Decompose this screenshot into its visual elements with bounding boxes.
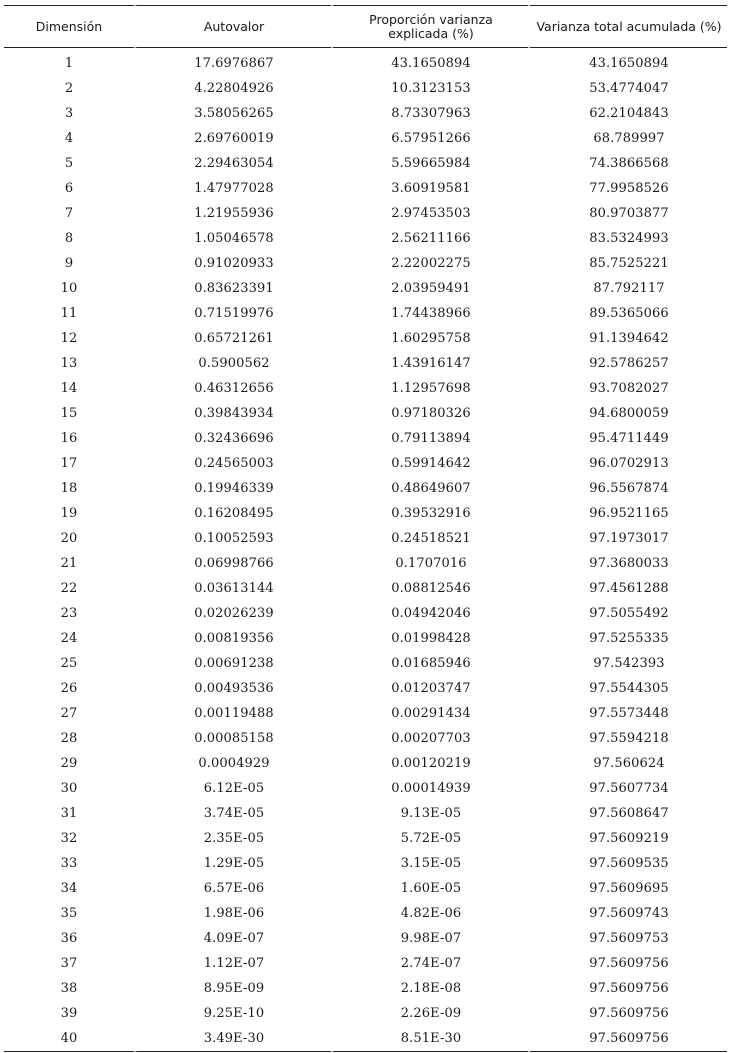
cell-dimension: 10 bbox=[60, 281, 78, 296]
cell-explained-variance: 1.43916147 bbox=[331, 351, 528, 376]
cell-cumulative-variance: 97.5573448 bbox=[528, 701, 727, 726]
cell-dimension: 18 bbox=[60, 481, 78, 496]
cell-explained-variance: 0.97180326 bbox=[331, 401, 528, 426]
cell-eigenvalue: 3.58056265 bbox=[134, 101, 331, 126]
cell-dimension: 6 bbox=[64, 181, 74, 196]
cell-dimension: 14 bbox=[60, 381, 78, 396]
cell-dimension: 32 bbox=[60, 831, 78, 846]
cell-eigenvalue: 2.29463054 bbox=[134, 151, 331, 176]
table-row bbox=[4, 201, 727, 226]
cell-explained-variance: 1.60295758 bbox=[331, 326, 528, 351]
cell-cumulative-variance: 91.1394642 bbox=[528, 326, 727, 351]
table-row bbox=[4, 451, 727, 476]
cell-explained-variance: 0.24518521 bbox=[331, 526, 528, 551]
cell-explained-variance: 10.3123153 bbox=[331, 76, 528, 101]
cell-dimension: 34 bbox=[60, 881, 78, 896]
cell-eigenvalue: 0.00119488 bbox=[134, 701, 331, 726]
cell-explained-variance: 2.26E-09 bbox=[331, 1001, 528, 1026]
cell-dimension: 7 bbox=[64, 206, 74, 221]
cell-explained-variance: 9.98E-07 bbox=[331, 926, 528, 951]
table-row bbox=[4, 826, 727, 851]
cell-explained-variance: 5.59665984 bbox=[331, 151, 528, 176]
table-row bbox=[4, 926, 727, 951]
cell-explained-variance: 0.59914642 bbox=[331, 451, 528, 476]
cell-explained-variance: 0.04942046 bbox=[331, 601, 528, 626]
cell-eigenvalue: 1.12E-07 bbox=[134, 951, 331, 976]
cell-explained-variance: 2.74E-07 bbox=[331, 951, 528, 976]
cell-dimension: 2 bbox=[64, 81, 74, 96]
cell-explained-variance: 0.00207703 bbox=[331, 726, 528, 751]
cell-explained-variance: 1.74438966 bbox=[331, 301, 528, 326]
cell-cumulative-variance: 97.5544305 bbox=[528, 676, 727, 701]
cell-cumulative-variance: 62.2104843 bbox=[528, 101, 727, 126]
cell-cumulative-variance: 97.5055492 bbox=[528, 601, 727, 626]
cell-cumulative-variance: 97.5609743 bbox=[528, 901, 727, 926]
cell-dimension: 5 bbox=[64, 156, 74, 171]
cell-eigenvalue: 1.21955936 bbox=[134, 201, 331, 226]
cell-cumulative-variance: 83.5324993 bbox=[528, 226, 727, 251]
table-row bbox=[4, 76, 727, 101]
table-row bbox=[4, 176, 727, 201]
cell-explained-variance: 0.00291434 bbox=[331, 701, 528, 726]
cell-cumulative-variance: 43.1650894 bbox=[528, 48, 727, 76]
cell-eigenvalue: 0.39843934 bbox=[134, 401, 331, 426]
cell-dimension: 24 bbox=[60, 631, 78, 646]
cell-cumulative-variance: 97.4561288 bbox=[528, 576, 727, 601]
cell-eigenvalue: 1.47977028 bbox=[134, 176, 331, 201]
cell-explained-variance: 2.56211166 bbox=[331, 226, 528, 251]
cell-eigenvalue: 2.69760019 bbox=[134, 126, 331, 151]
cell-dimension: 31 bbox=[60, 806, 78, 821]
cell-cumulative-variance: 97.5609756 bbox=[528, 976, 727, 1001]
cell-dimension: 19 bbox=[60, 506, 78, 521]
table-row bbox=[4, 851, 727, 876]
header-cumulative-variance: Varianza total acumulada (%) bbox=[528, 5, 727, 48]
cell-dimension: 29 bbox=[60, 756, 78, 771]
cell-eigenvalue: 0.91020933 bbox=[134, 251, 331, 276]
cell-cumulative-variance: 92.5786257 bbox=[528, 351, 727, 376]
cell-cumulative-variance: 95.4711449 bbox=[528, 426, 727, 451]
cell-explained-variance: 0.00014939 bbox=[331, 776, 528, 801]
cell-eigenvalue: 2.35E-05 bbox=[134, 826, 331, 851]
cell-cumulative-variance: 96.9521165 bbox=[528, 501, 727, 526]
cell-eigenvalue: 0.00819356 bbox=[134, 626, 331, 651]
cell-eigenvalue: 0.83623391 bbox=[134, 276, 331, 301]
cell-eigenvalue: 0.32436696 bbox=[134, 426, 331, 451]
cell-eigenvalue: 6.57E-06 bbox=[134, 876, 331, 901]
table-row bbox=[4, 101, 727, 126]
cell-dimension: 21 bbox=[60, 556, 78, 571]
cell-explained-variance: 6.57951266 bbox=[331, 126, 528, 151]
cell-eigenvalue: 0.00085158 bbox=[134, 726, 331, 751]
cell-dimension: 23 bbox=[60, 606, 78, 621]
cell-cumulative-variance: 97.3680033 bbox=[528, 551, 727, 576]
cell-cumulative-variance: 97.5609756 bbox=[528, 951, 727, 976]
table-row bbox=[4, 251, 727, 276]
table-row bbox=[4, 376, 727, 401]
table-row bbox=[4, 401, 727, 426]
cell-cumulative-variance: 68.789997 bbox=[528, 126, 727, 151]
table-row bbox=[4, 701, 727, 726]
cell-dimension: 28 bbox=[60, 731, 78, 746]
cell-dimension: 13 bbox=[60, 356, 78, 371]
cell-cumulative-variance: 80.9703877 bbox=[528, 201, 727, 226]
cell-cumulative-variance: 97.5609535 bbox=[528, 851, 727, 876]
table-row bbox=[4, 551, 727, 576]
cell-explained-variance: 5.72E-05 bbox=[331, 826, 528, 851]
table-row bbox=[4, 676, 727, 701]
cell-explained-variance: 2.03959491 bbox=[331, 276, 528, 301]
cell-cumulative-variance: 97.1973017 bbox=[528, 526, 727, 551]
table-row bbox=[4, 276, 727, 301]
cell-cumulative-variance: 97.542393 bbox=[528, 651, 727, 676]
table-row bbox=[4, 601, 727, 626]
cell-dimension: 20 bbox=[60, 531, 78, 546]
cell-dimension: 22 bbox=[60, 581, 78, 596]
header-row bbox=[4, 5, 727, 48]
table-row bbox=[4, 476, 727, 501]
cell-eigenvalue: 4.22804926 bbox=[134, 76, 331, 101]
table-row bbox=[4, 301, 727, 326]
cell-eigenvalue: 0.5900562 bbox=[134, 351, 331, 376]
table-row bbox=[4, 426, 727, 451]
table-row bbox=[4, 501, 727, 526]
cell-dimension: 11 bbox=[60, 306, 78, 321]
table-row bbox=[4, 976, 727, 1001]
cell-eigenvalue: 0.71519976 bbox=[134, 301, 331, 326]
cell-dimension: 38 bbox=[60, 981, 78, 996]
cell-dimension: 15 bbox=[60, 406, 78, 421]
table-row bbox=[4, 126, 727, 151]
cell-explained-variance: 3.60919581 bbox=[331, 176, 528, 201]
header-dimension: Dimensión bbox=[4, 5, 134, 48]
cell-dimension: 40 bbox=[4, 1026, 134, 1052]
table-row bbox=[4, 726, 727, 751]
cell-explained-variance: 0.79113894 bbox=[331, 426, 528, 451]
cell-dimension: 9 bbox=[64, 256, 74, 271]
cell-eigenvalue: 6.12E-05 bbox=[134, 776, 331, 801]
cell-cumulative-variance: 74.3866568 bbox=[528, 151, 727, 176]
cell-eigenvalue: 1.98E-06 bbox=[134, 901, 331, 926]
cell-cumulative-variance: 97.5609756 bbox=[528, 1001, 727, 1026]
cell-explained-variance: 4.82E-06 bbox=[331, 901, 528, 926]
cell-explained-variance: 0.00120219 bbox=[331, 751, 528, 776]
cell-explained-variance: 0.01203747 bbox=[331, 676, 528, 701]
cell-eigenvalue: 0.00493536 bbox=[134, 676, 331, 701]
cell-explained-variance: 8.73307963 bbox=[331, 101, 528, 126]
table-row bbox=[4, 951, 727, 976]
cell-eigenvalue: 0.19946339 bbox=[134, 476, 331, 501]
cell-dimension: 27 bbox=[60, 706, 78, 721]
table-row bbox=[4, 1001, 727, 1026]
cell-eigenvalue: 4.09E-07 bbox=[134, 926, 331, 951]
cell-dimension: 33 bbox=[60, 856, 78, 871]
cell-dimension: 17 bbox=[60, 456, 78, 471]
table-row bbox=[4, 526, 727, 551]
cell-eigenvalue: 0.02026239 bbox=[134, 601, 331, 626]
cell-cumulative-variance: 97.5609695 bbox=[528, 876, 727, 901]
table-row bbox=[4, 876, 727, 901]
cell-cumulative-variance: 93.7082027 bbox=[528, 376, 727, 401]
cell-explained-variance: 0.39532916 bbox=[331, 501, 528, 526]
cell-explained-variance: 2.97453503 bbox=[331, 201, 528, 226]
table-row bbox=[4, 226, 727, 251]
cell-explained-variance: 0.08812546 bbox=[331, 576, 528, 601]
cell-explained-variance: 0.48649607 bbox=[331, 476, 528, 501]
table-row bbox=[4, 1026, 727, 1052]
table-header bbox=[4, 5, 727, 48]
cell-cumulative-variance: 53.4774047 bbox=[528, 76, 727, 101]
cell-eigenvalue: 3.49E-30 bbox=[134, 1026, 331, 1052]
cell-cumulative-variance: 97.560624 bbox=[528, 751, 727, 776]
cell-eigenvalue: 9.25E-10 bbox=[134, 1001, 331, 1026]
cell-eigenvalue: 0.46312656 bbox=[134, 376, 331, 401]
cell-cumulative-variance: 96.0702913 bbox=[528, 451, 727, 476]
cell-cumulative-variance: 97.5607734 bbox=[528, 776, 727, 801]
cell-eigenvalue: 3.74E-05 bbox=[134, 801, 331, 826]
table-row bbox=[4, 651, 727, 676]
cell-cumulative-variance: 97.5609756 bbox=[528, 1026, 727, 1052]
cell-explained-variance: 3.15E-05 bbox=[331, 851, 528, 876]
cell-eigenvalue: 0.0004929 bbox=[134, 751, 331, 776]
cell-dimension: 8 bbox=[64, 231, 74, 246]
table-row bbox=[4, 626, 727, 651]
cell-cumulative-variance: 97.5608647 bbox=[528, 801, 727, 826]
table-row bbox=[4, 351, 727, 376]
header-explained-variance: Proporción varianza explicada (%) bbox=[331, 5, 528, 48]
cell-explained-variance: 9.13E-05 bbox=[331, 801, 528, 826]
cell-dimension: 12 bbox=[60, 331, 78, 346]
cell-eigenvalue: 0.16208495 bbox=[134, 501, 331, 526]
cell-explained-variance: 2.18E-08 bbox=[331, 976, 528, 1001]
cell-eigenvalue: 0.10052593 bbox=[134, 526, 331, 551]
cell-explained-variance: 0.1707016 bbox=[331, 551, 528, 576]
table-row bbox=[4, 151, 727, 176]
cell-dimension: 4 bbox=[64, 131, 74, 146]
cell-dimension: 37 bbox=[60, 956, 78, 971]
eigenvalue-table bbox=[4, 5, 727, 1052]
cell-dimension: 36 bbox=[60, 931, 78, 946]
table-row bbox=[4, 901, 727, 926]
cell-explained-variance: 8.51E-30 bbox=[331, 1026, 528, 1052]
header-eigenvalue: Autovalor bbox=[134, 5, 331, 48]
cell-explained-variance: 1.12957698 bbox=[331, 376, 528, 401]
table-row bbox=[4, 576, 727, 601]
cell-cumulative-variance: 97.5594218 bbox=[528, 726, 727, 751]
cell-explained-variance: 43.1650894 bbox=[331, 48, 528, 76]
cell-cumulative-variance: 87.792117 bbox=[528, 276, 727, 301]
table-row bbox=[4, 801, 727, 826]
cell-eigenvalue: 17.6976867 bbox=[134, 48, 331, 76]
cell-cumulative-variance: 97.5609753 bbox=[528, 926, 727, 951]
cell-dimension: 39 bbox=[60, 1006, 78, 1021]
cell-eigenvalue: 0.06998766 bbox=[134, 551, 331, 576]
cell-cumulative-variance: 85.7525221 bbox=[528, 251, 727, 276]
cell-cumulative-variance: 94.6800059 bbox=[528, 401, 727, 426]
cell-explained-variance: 0.01685946 bbox=[331, 651, 528, 676]
cell-eigenvalue: 1.05046578 bbox=[134, 226, 331, 251]
cell-eigenvalue: 1.29E-05 bbox=[134, 851, 331, 876]
cell-explained-variance: 0.01998428 bbox=[331, 626, 528, 651]
table-row bbox=[4, 48, 727, 76]
cell-cumulative-variance: 77.9958526 bbox=[528, 176, 727, 201]
cell-dimension: 26 bbox=[60, 681, 78, 696]
cell-eigenvalue: 0.03613144 bbox=[134, 576, 331, 601]
cell-dimension: 3 bbox=[64, 106, 74, 121]
cell-eigenvalue: 0.00691238 bbox=[134, 651, 331, 676]
cell-cumulative-variance: 97.5609219 bbox=[528, 826, 727, 851]
cell-explained-variance: 1.60E-05 bbox=[331, 876, 528, 901]
table-row bbox=[4, 776, 727, 801]
cell-dimension: 25 bbox=[60, 656, 78, 671]
cell-dimension: 30 bbox=[60, 781, 78, 796]
table-row bbox=[4, 751, 727, 776]
cell-dimension: 1 bbox=[64, 56, 74, 71]
cell-cumulative-variance: 89.5365066 bbox=[528, 301, 727, 326]
cell-eigenvalue: 8.95E-09 bbox=[134, 976, 331, 1001]
table-row bbox=[4, 326, 727, 351]
cell-eigenvalue: 0.65721261 bbox=[134, 326, 331, 351]
cell-cumulative-variance: 96.5567874 bbox=[528, 476, 727, 501]
table-body bbox=[4, 48, 727, 1052]
cell-explained-variance: 2.22002275 bbox=[331, 251, 528, 276]
cell-cumulative-variance: 97.5255335 bbox=[528, 626, 727, 651]
cell-dimension: 16 bbox=[60, 431, 78, 446]
cell-dimension: 35 bbox=[60, 906, 78, 921]
cell-eigenvalue: 0.24565003 bbox=[134, 451, 331, 476]
